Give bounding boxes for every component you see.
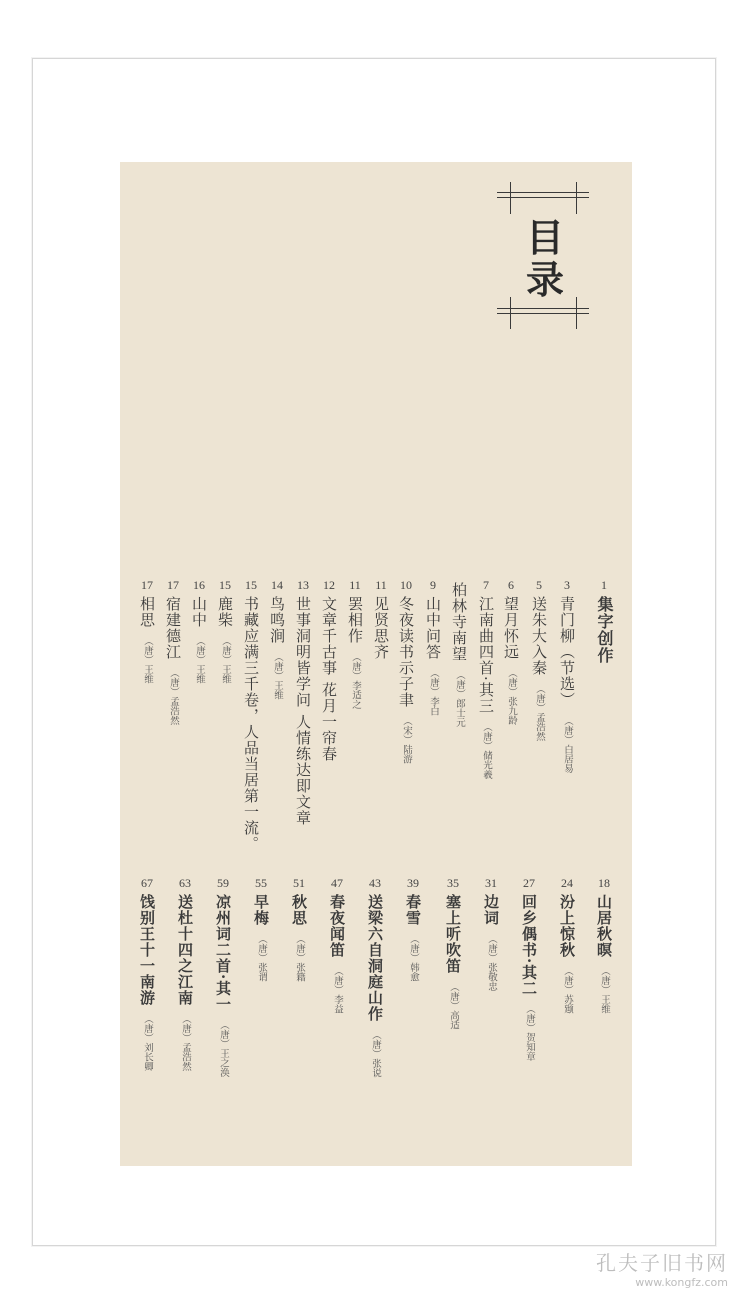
toc-entry-author: （唐）孟浩然 [180, 1014, 191, 1071]
toc-title-char-2: 录 [525, 257, 564, 302]
ornament-vline-right-bottom [576, 297, 577, 329]
toc-entry [401, 876, 425, 982]
toc-entry-title: 江南曲四首·其三 [477, 596, 495, 714]
toc-page-number: 43 [369, 876, 381, 890]
toc-entry-author: （唐）王之涣 [218, 1020, 229, 1078]
toc-entry-title: 宿建德江 [164, 596, 182, 660]
toc-entry [343, 578, 367, 709]
toc-entry-title: 青门柳（节选） [558, 596, 576, 708]
toc-page-number: 17 [167, 578, 179, 592]
toc-entry [517, 876, 541, 1061]
toc-entry-author: （唐）张说 [370, 1030, 381, 1078]
toc-entry-author: （唐）李适之 [350, 652, 361, 709]
toc-entry-author: （唐）高适 [448, 982, 459, 1030]
toc-page-number: 6 [508, 578, 514, 592]
toc-entry [239, 578, 263, 860]
toc-entry-title: 书藏应满三千卷，人品当居第一流。 [242, 596, 260, 852]
toc-entry [592, 876, 616, 1014]
toc-page-number: 67 [141, 876, 153, 890]
toc-page-number: 3 [564, 578, 570, 592]
toc-entry-title: 相思 [138, 596, 156, 628]
toc-page-number: 15 [245, 578, 257, 592]
toc-page-number: 31 [485, 876, 497, 890]
toc-entry-author: （唐）张籍 [294, 934, 305, 982]
toc-entry-author: （唐）王维 [142, 636, 153, 684]
toc-page-number: 35 [447, 876, 459, 890]
toc-entry-author: （唐）孟浩然 [168, 668, 179, 725]
toc-entry [592, 578, 616, 672]
toc-page-number: 17 [141, 578, 153, 592]
toc-entry-title: 春夜闻笛 [328, 894, 346, 958]
toc-entry-title: 饯别王十一南游 [138, 894, 156, 1006]
toc-entry [479, 876, 503, 991]
toc-page-number: 18 [598, 876, 610, 890]
toc-entry-title: 早梅 [252, 894, 270, 926]
toc-entry-title: 送杜十四之江南 [176, 894, 194, 1006]
toc-entry-author: （唐）白居易 [562, 716, 573, 773]
toc-entry-title: 文章千古事 花月一帘春 [320, 596, 338, 762]
toc-entry-author: （唐）李益 [332, 966, 343, 1014]
toc-entry [499, 578, 523, 725]
toc-entry [265, 578, 289, 700]
toc-entry [447, 578, 471, 727]
toc-entry-title: 送梁六自洞庭山作 [366, 894, 384, 1022]
toc-entry [173, 876, 197, 1071]
toc-entry-title: 鹿柴 [216, 596, 234, 628]
toc-entry [211, 876, 235, 1077]
toc-entry-title: 山中问答 [424, 596, 442, 660]
toc-entry [527, 578, 551, 741]
toc-entry-author: （唐）储光羲 [481, 721, 492, 779]
toc-entry-title: 塞上听吹笛 [444, 894, 462, 974]
toc-entry [213, 578, 237, 684]
toc-entry-author: （唐）苏颋 [562, 966, 573, 1014]
toc-page-number: 63 [179, 876, 191, 890]
toc-entry-title: 柏林寺南望 [450, 582, 468, 662]
toc-entry-author: （唐）张敬忠 [486, 934, 497, 991]
toc-page-number: 14 [271, 578, 283, 592]
toc-page-number: 5 [536, 578, 542, 592]
ornament-vline-left-top [510, 182, 511, 214]
toc-entry-title: 汾上惊秋 [558, 894, 576, 958]
toc-entry-author: （唐）贺知章 [524, 1004, 535, 1062]
toc-entry [555, 876, 579, 1014]
toc-entry-title: 世事洞明皆学问 人情练达即文章 [294, 596, 312, 826]
toc-page-number: 55 [255, 876, 267, 890]
toc-entry [287, 876, 311, 982]
toc-entry [325, 876, 349, 1014]
toc-page-number: 47 [331, 876, 343, 890]
toc-entry-title: 山居秋暝 [595, 894, 613, 958]
toc-entry [135, 578, 159, 684]
toc-page-number: 9 [430, 578, 436, 592]
toc-entry-title: 集字创作 [595, 596, 614, 664]
toc-page-number: 10 [400, 578, 412, 592]
toc-page-number: 7 [483, 578, 489, 592]
toc-entry-author: （唐）张九龄 [506, 668, 517, 725]
toc-entry-title: 望月怀远 [502, 596, 520, 660]
toc-title-char-1: 目 [525, 215, 564, 260]
toc-page-number: 13 [297, 578, 309, 592]
toc-entry-title: 罢相作 [346, 596, 364, 644]
toc-entry-title: 山中 [190, 596, 208, 628]
toc-entry-author: （唐）韩愈 [408, 934, 419, 982]
ornament-vline-left-bottom [510, 297, 511, 329]
toc-entry-author: （唐）郎士元 [454, 670, 465, 727]
toc-page-number: 51 [293, 876, 305, 890]
toc-entry [369, 578, 393, 668]
toc-entry [291, 578, 315, 834]
toc-entry-title: 送朱大入秦 [530, 596, 548, 676]
toc-entry-title: 回乡偶书·其二 [520, 894, 538, 997]
toc-entry [421, 578, 445, 716]
toc-entry-author: （唐）王维 [220, 636, 231, 684]
toc-entry-title: 冬夜读书示子聿 [397, 596, 415, 708]
toc-entry [161, 578, 185, 725]
toc-entry [363, 876, 387, 1078]
toc-entry-author: （唐）王维 [272, 652, 283, 700]
toc-entry-author: （唐）王维 [599, 966, 610, 1014]
toc-page-number: 15 [219, 578, 231, 592]
toc-entry-author: （宋）陆游 [401, 716, 412, 764]
toc-entry-title: 鸟鸣涧 [268, 596, 286, 644]
toc-entry-title: 春雪 [404, 894, 422, 926]
toc-entry-title: 边词 [482, 894, 500, 926]
toc-entry [249, 876, 273, 982]
toc-entry [441, 876, 465, 1030]
watermark-url: www.kongfz.com [635, 1276, 728, 1289]
toc-entry [317, 578, 341, 770]
toc-page-number: 27 [523, 876, 535, 890]
toc-entry-author: （唐）张谓 [256, 934, 267, 982]
watermark [596, 1247, 728, 1289]
toc-entry-author: （唐）刘长卿 [142, 1014, 153, 1071]
toc-page-number: 16 [193, 578, 205, 592]
toc-entry [555, 578, 579, 773]
toc-page-number: 59 [217, 876, 229, 890]
toc-page-number: 11 [375, 578, 387, 592]
toc-page-number: 39 [407, 876, 419, 890]
ornament-vline-right-top [576, 182, 577, 214]
toc-entry [135, 876, 159, 1071]
toc-entry [187, 578, 211, 684]
toc-entry [394, 578, 418, 764]
toc-entry-author: （唐）孟浩然 [534, 684, 545, 741]
toc-page-number: 1 [601, 578, 607, 592]
toc-entry-title: 凉州词二首·其一 [214, 894, 232, 1013]
toc-entry-title: 见贤思齐 [372, 596, 390, 660]
toc-entry [474, 578, 498, 779]
toc-page-number: 11 [349, 578, 361, 592]
toc-entry-author: （唐）李白 [428, 668, 439, 716]
watermark-name: 孔夫子旧书网 [596, 1251, 728, 1275]
toc-entry-author: （唐）王维 [194, 636, 205, 684]
toc-page-number: 12 [323, 578, 335, 592]
toc-page-number: 24 [561, 876, 573, 890]
toc-entry-title: 秋思 [290, 894, 308, 926]
